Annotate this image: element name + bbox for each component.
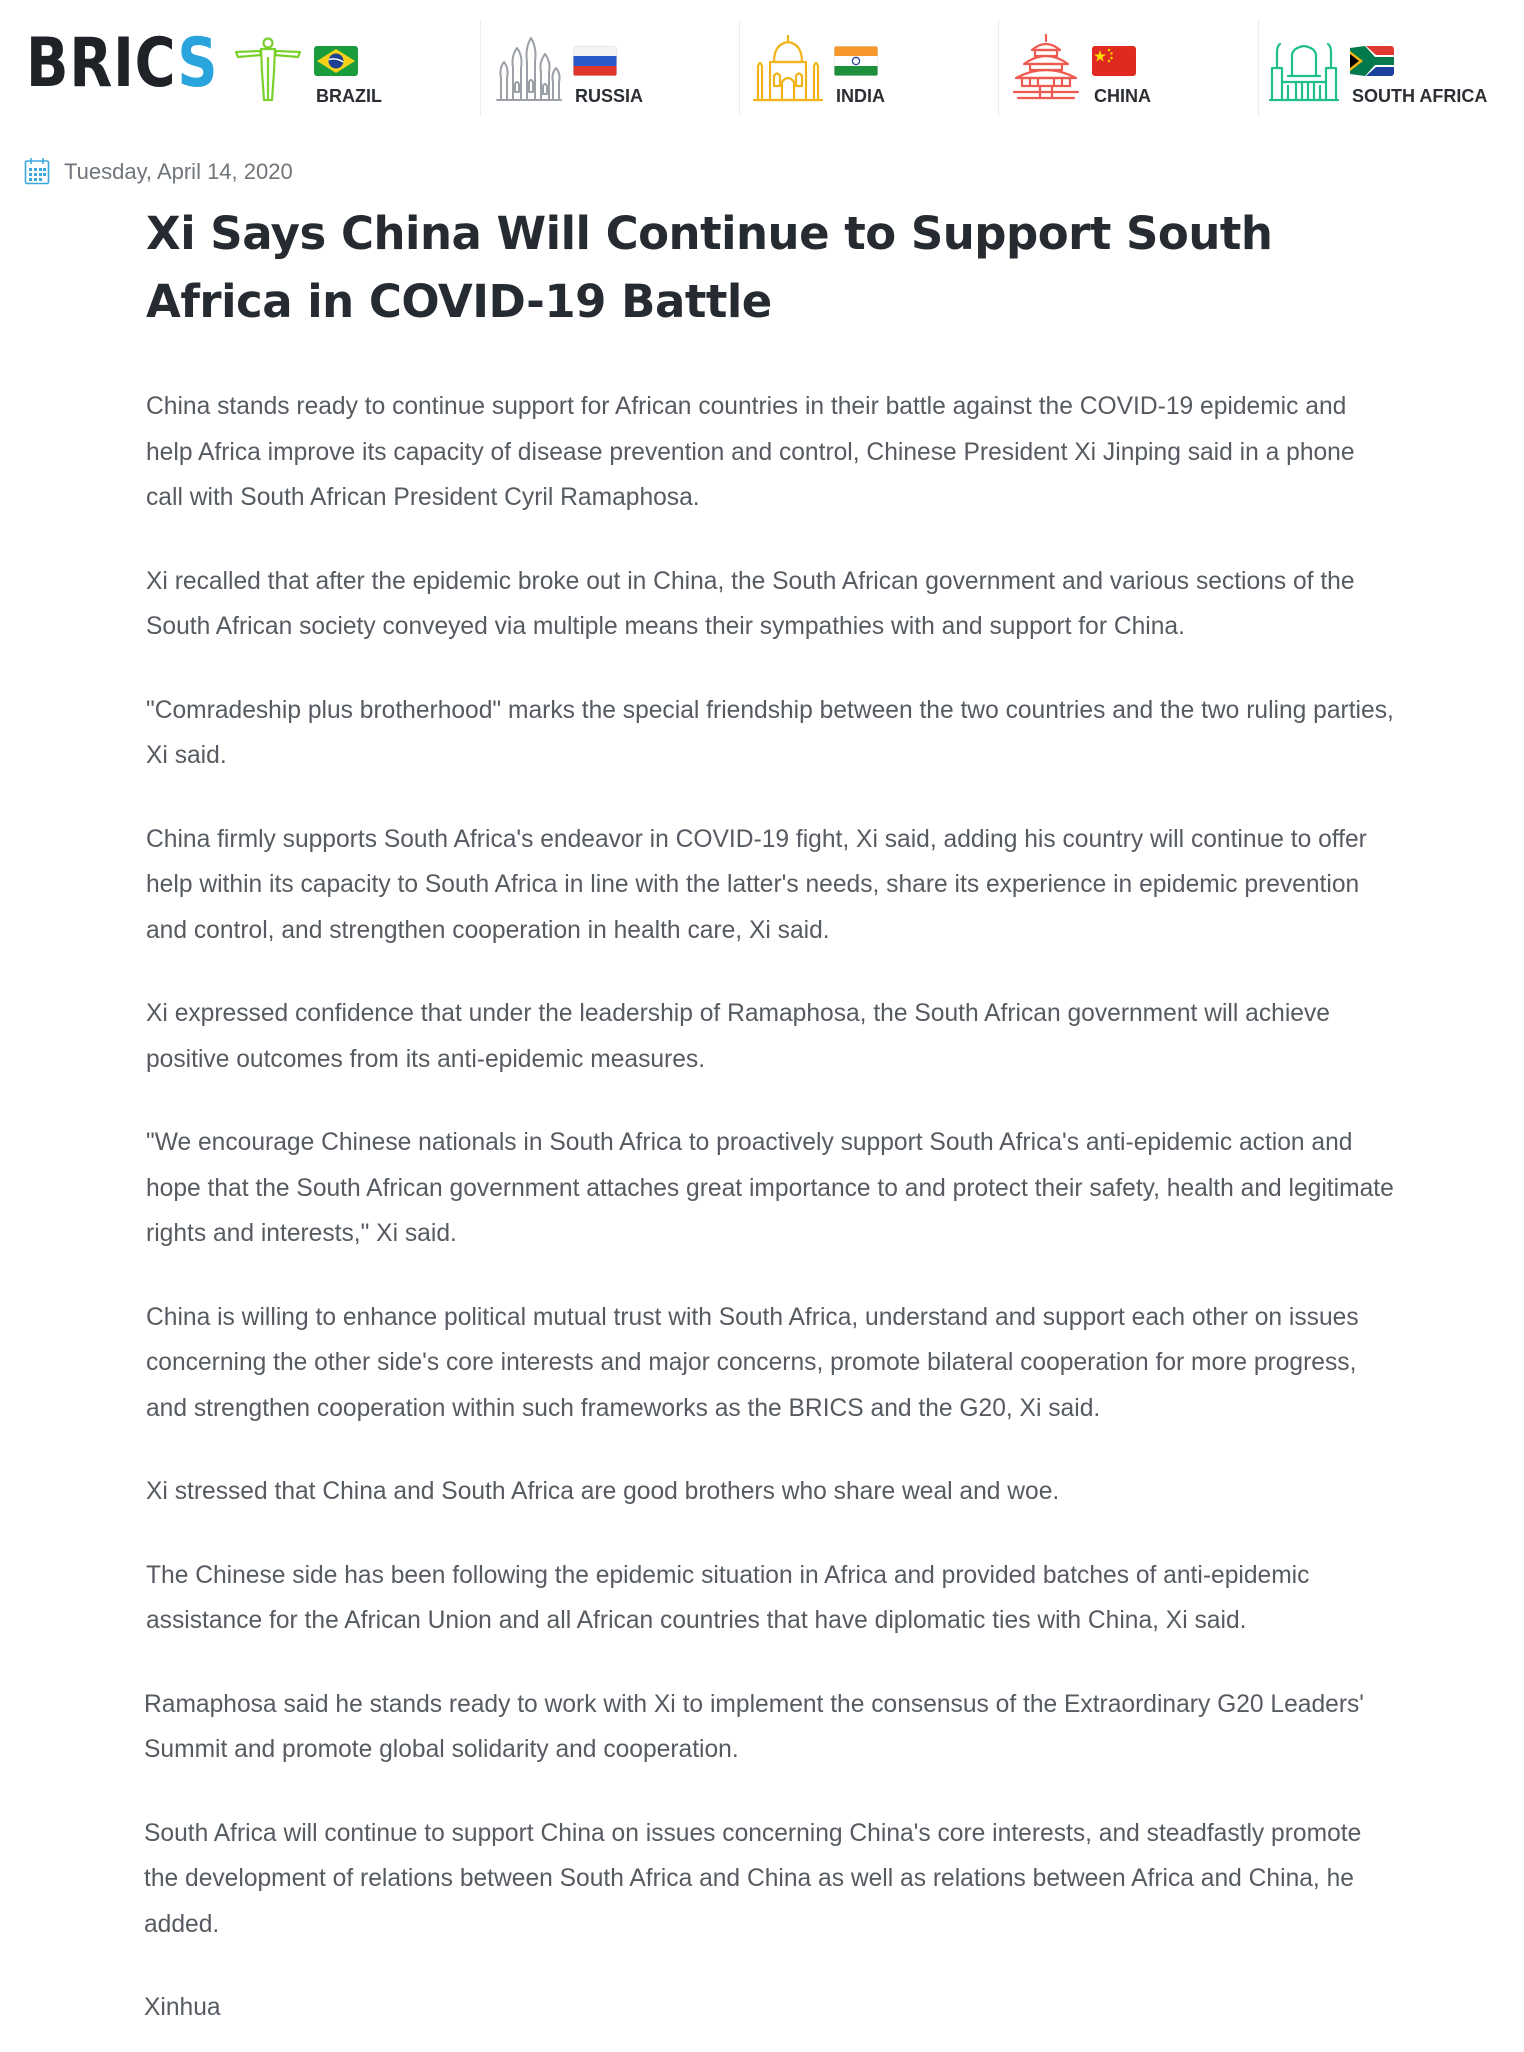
article-paragraph: China is willing to enhance political mutual trust with South Africa, understand and support each other on issues concerning the other side's core interests and major concerns, promote bilateral cooperation for more progress, and strengthen cooperation within such frameworks as the BRICS and the G20, Xi said. xyxy=(146,1303,1359,1422)
india-flag-icon xyxy=(834,46,878,76)
article-paragraph: The Chinese side has been following the epidemic situation in Africa and provided batches of anti-epidemic assistance for the African Union and all African countries that have diplomatic ties with China, Xi said. xyxy=(146,1561,1310,1634)
christ-redeemer-icon xyxy=(232,32,304,104)
article xyxy=(146,200,1396,2031)
article-paragraph: China stands ready to continue support for African countries in their battle against the COVID-19 epidemic and help Africa improve its capacity of disease prevention and control, Chinese President Xi Jinping said in a phone call with South African President Cyril Ramaphosa. xyxy=(146,393,1355,511)
logo-accent: S xyxy=(177,24,219,103)
country-name: RUSSIA xyxy=(575,86,644,106)
russia-flag-icon xyxy=(573,46,617,76)
kremlin-icon xyxy=(491,32,563,104)
article-paragraph: Xi recalled that after the epidemic broke out in China, the South African government and various sections of the South African society conveyed via multiple means their sympathies with and support for China. xyxy=(146,567,1355,640)
union-buildings-icon xyxy=(1268,32,1340,104)
south-africa-flag-icon xyxy=(1350,46,1394,76)
calendar-icon xyxy=(24,157,50,185)
article-paragraph: China firmly supports South Africa's endeavor in COVID-19 fight, Xi said, adding his country will continue to offer help within its capacity to South Africa in line with the latter's needs, share its experience in epidemic prevention and control, and strengthen cooperation in health care, Xi said. xyxy=(146,825,1367,944)
logo-main: BRIC xyxy=(26,24,178,103)
article-paragraph: South Africa will continue to support China on issues concerning China's core interests, and steadfastly promote the development of relations between South Africa and China as well as relations between Africa and China, he added. xyxy=(144,1819,1362,1938)
header-divider xyxy=(739,20,740,116)
header-divider xyxy=(480,20,481,116)
taj-mahal-icon xyxy=(752,32,824,104)
header-divider xyxy=(1258,20,1259,116)
article-paragraph: Xi stressed that China and South Africa are good brothers who share weal and woe. xyxy=(146,1478,1060,1505)
country-name: CHINA xyxy=(1094,86,1151,106)
temple-of-heaven-icon xyxy=(1010,32,1082,104)
site-header xyxy=(0,0,1524,130)
china-flag-icon xyxy=(1092,46,1136,76)
country-name: BRAZIL xyxy=(316,86,382,106)
article-paragraph: Ramaphosa said he stands ready to work with Xi to implement the consensus of the Extraordinary G20 Leaders' Summit and promote global solidarity and cooperation. xyxy=(144,1690,1364,1763)
article-paragraph: Xi expressed confidence that under the leadership of Ramaphosa, the South African government will achieve positive outcomes from its anti-epidemic measures. xyxy=(146,1000,1330,1073)
country-name: INDIA xyxy=(836,86,885,106)
article-byline: Xinhua xyxy=(144,1994,221,2021)
article-paragraph: "We encourage Chinese nationals in South Africa to proactively support South Africa's anti-epidemic action and hope that the South African government attaches great importance to and protect their safety, health and legitimate rights and interests," Xi said. xyxy=(146,1129,1394,1247)
article-paragraph: "Comradeship plus brotherhood" marks the special friendship between the two countries and the two ruling parties, Xi said. xyxy=(146,696,1394,769)
brics-logo[interactable] xyxy=(26,24,219,103)
country-name: SOUTH AFRICA xyxy=(1352,86,1488,106)
article-body xyxy=(146,384,1396,2031)
brazil-flag-icon xyxy=(314,46,358,76)
article-title: Xi Says China Will Continue to Support South Africa in COVID-19 Battle xyxy=(146,207,1273,328)
header-divider xyxy=(998,20,999,116)
date-text: Tuesday, April 14, 2020 xyxy=(64,159,293,184)
